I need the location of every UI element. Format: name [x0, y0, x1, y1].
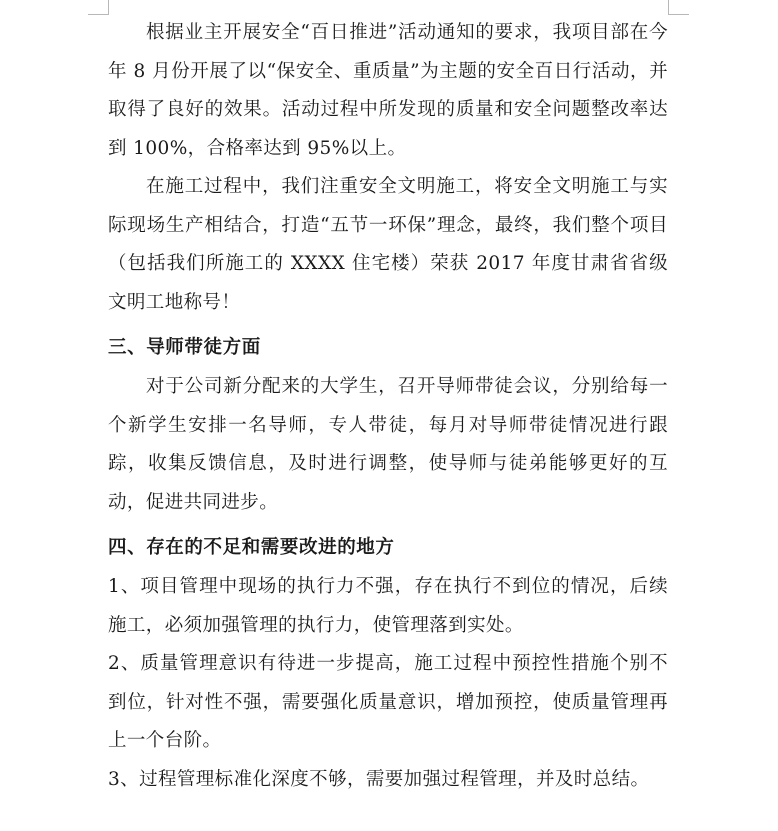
- section-3-heading: 三、导师带徒方面: [108, 337, 261, 358]
- crop-mark-top-left: [88, 0, 109, 15]
- crop-mark-top-right: [668, 0, 689, 15]
- section-3-paragraph: 对于公司新分配来的大学生，召开导师带徒会议，分别给每一个新学生安排一名导师，专人带徒，每月对导师带徒情况进行跟踪，收集反馈信息，及时进行调整，使导师与徒弟能够更好的互动，促进共同进步。: [108, 376, 668, 513]
- section-4-item-3: 3、过程管理标准化深度不够，需要加强过程管理，并及时总结。: [108, 768, 650, 790]
- section-4-heading: 四、存在的不足和需要改进的地方: [108, 537, 395, 558]
- section-4-item-2: 2、质量管理意识有待进一步提高，施工过程中预控性措施个别不到位，针对性不强，需要强化质量意识，增加预控，使质量管理再上一个台阶。: [108, 653, 668, 751]
- section-4-item-1: 1、项目管理中现场的执行力不强，存在执行不到位的情况，后续施工，必须加强管理的执行力，使管理落到实处。: [108, 576, 668, 636]
- document-body: [108, 14, 668, 799]
- intro-paragraph-1: 根据业主开展安全“百日推进”活动通知的要求，我项目部在今年 8 月份开展了以“保安全、重质量”为主题的安全百日行活动，并取得了良好的效果。活动过程中所发现的质量和安全问题整改率达到 100%，合格率达到 95%以上。: [108, 22, 668, 159]
- intro-paragraph-2: 在施工过程中，我们注重安全文明施工，将安全文明施工与实际现场生产相结合，打造“五节一环保”理念，最终，我们整个项目（包括我们所施工的 XXXX 住宅楼）荣获 2017 年度甘肃省省级文明工地称号！: [108, 176, 668, 313]
